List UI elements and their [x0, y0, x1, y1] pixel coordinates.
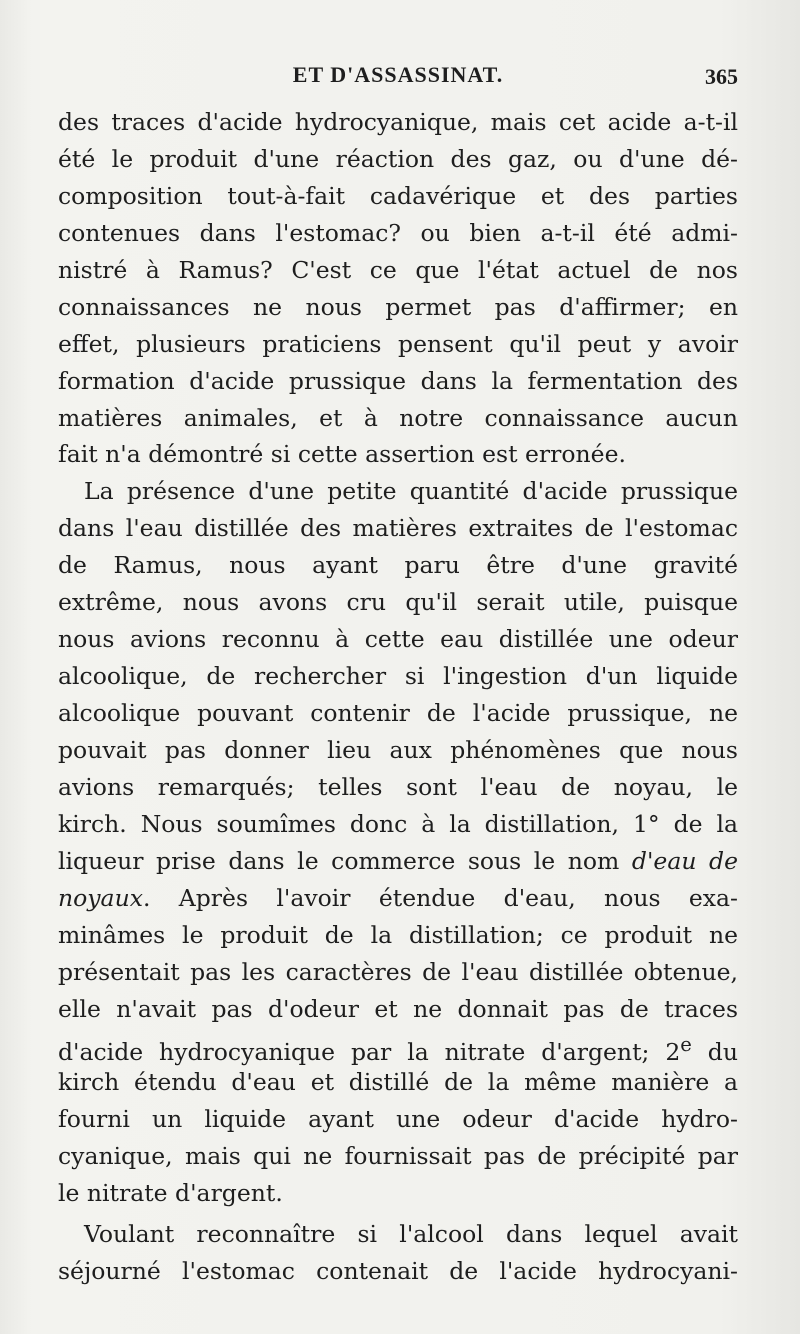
text-line [58, 880, 738, 917]
text-line: Voulant reconnaître si l'alcool dans lequel avait [84, 1220, 738, 1249]
text-line: minâmes le produit de la distillation; ce produit ne [58, 920, 738, 949]
text-line: de Ramus, nous ayant paru être d'une gravité [58, 551, 738, 580]
text-line: kirch. Nous soumîmes donc à la distillation, 1° de la [58, 809, 738, 838]
text-line: effet, plusieurs praticiens pensent qu'il peut y avoir [58, 329, 738, 358]
text-line: matières animales, et à notre connaissance aucun [58, 403, 738, 432]
italic-term: d'eau de [631, 846, 738, 875]
superscript: e [680, 1033, 692, 1057]
text-segment: d'acide hydrocyanique par la nitrate d'argent; 2 [58, 1038, 681, 1067]
text-line: des traces d'acide hydrocyanique, mais cet acide a-t-il [58, 108, 738, 136]
text-line: formation d'acide prussique dans la fermentation des [58, 366, 738, 395]
text-segment: . Après l'avoir étendue d'eau, nous exa- [142, 883, 738, 912]
text-line: avions remarqués; telles sont l'eau de noyau, le [58, 772, 738, 801]
text-line: dans l'eau distillée des matières extraites de l'estomac [58, 514, 738, 543]
page-number: 365 [705, 64, 738, 89]
text-line [58, 843, 738, 880]
text-line: fait n'a démontré si cette assertion est erronée. [58, 440, 626, 469]
text-line [58, 1027, 738, 1067]
text-line: elle n'avait pas d'odeur et ne donnait pas de traces [58, 994, 738, 1023]
text-line: nous avions reconnu à cette eau distillée une odeur [58, 625, 738, 654]
text-line: fourni un liquide ayant une odeur d'acide hydro- [58, 1105, 738, 1134]
text-segment: du [691, 1038, 738, 1067]
text-line: connaissances ne nous permet pas d'affirmer; en [58, 292, 738, 321]
text-line: été le produit d'une réaction des gaz, ou d'une dé- [58, 144, 738, 173]
text-segment: liqueur prise dans le commerce sous le nom [58, 846, 620, 875]
text-line: La présence d'une petite quantité d'acide prussique [84, 477, 738, 506]
text-line: alcoolique, de rechercher si l'ingestion d'un liquide [58, 662, 738, 691]
text-line: séjourné l'estomac contenait de l'acide hydrocyani- [58, 1257, 738, 1286]
paragraph-2 [58, 473, 738, 1212]
text-line: présentait pas les caractères de l'eau distillée obtenue, [58, 957, 738, 986]
text-line: cyanique, mais qui ne fournissait pas de précipité par [58, 1142, 738, 1171]
italic-term: noyaux [58, 883, 143, 912]
text-line: contenues dans l'estomac? ou bien a-t-il été admi- [58, 218, 738, 247]
text-line: nistré à Ramus? C'est ce que l'état actuel de nos [58, 255, 738, 284]
paragraph-1 [58, 104, 738, 473]
text-line: kirch étendu d'eau et distillé de la même manière a [58, 1068, 738, 1097]
text-line: composition tout-à-fait cadavérique et des parties [58, 181, 738, 210]
text-line: le nitrate d'argent. [58, 1179, 283, 1208]
paragraph-3 [58, 1216, 738, 1290]
text-line: extrême, nous avons cru qu'il serait utile, puisque [58, 588, 738, 617]
text-line: pouvait pas donner lieu aux phénomènes que nous [58, 735, 738, 764]
running-title: ET D'ASSASSINAT. [292, 62, 504, 87]
body-text [58, 104, 738, 1290]
text-line: alcoolique pouvant contenir de l'acide prussique, ne [58, 699, 738, 727]
running-head [58, 62, 738, 96]
